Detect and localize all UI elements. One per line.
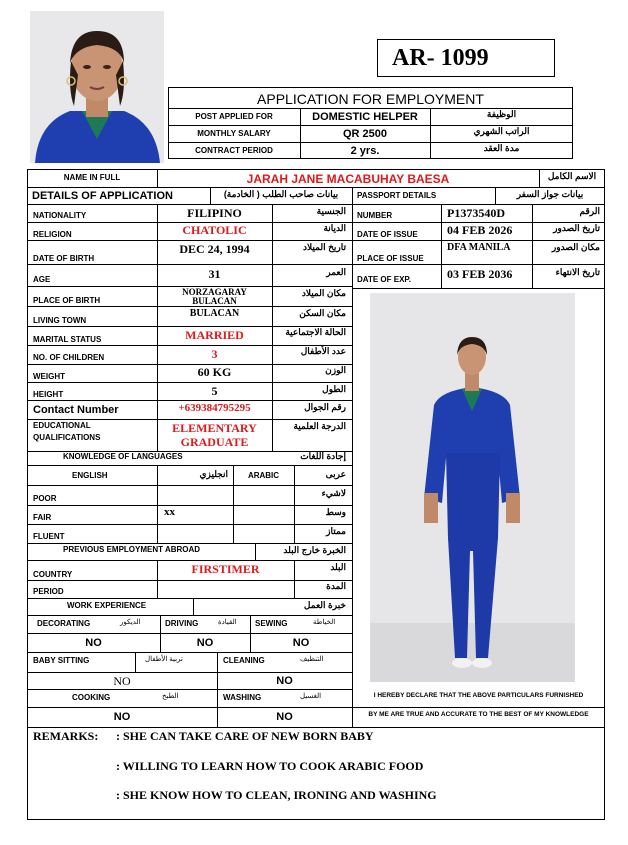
pob-value-line2: BULACAN (192, 296, 237, 306)
poor-label: POOR (33, 494, 57, 503)
post-label: POST APPLIED FOR (195, 112, 273, 121)
age-arabic: العمر (326, 267, 346, 277)
children-value: 3 (211, 347, 218, 361)
issue-place-arabic: مكان الصدور (551, 242, 600, 252)
passport-arabic: بيانات جواز السفر (516, 189, 584, 199)
town-label: LIVING TOWN (33, 316, 87, 325)
nationality-arabic: الجنسية (316, 206, 346, 216)
expiry-label: DATE OF EXP. (357, 275, 411, 284)
sewing-arabic: الخياطة (313, 619, 336, 626)
english-header-arabic: انجليزي (199, 469, 228, 479)
poor-arabic: لاشيء (321, 488, 346, 498)
driving-label: DRIVING (165, 619, 199, 628)
work-experience-label: WORK EXPERIENCE (67, 601, 147, 610)
portrait-photo (30, 11, 164, 163)
contract-arabic: مدة العقد (483, 143, 520, 153)
salary-label: MONTHLY SALARY (197, 129, 271, 138)
fluent-label: FLUENT (33, 532, 65, 541)
expiry-arabic: تاريخ الانتهاء (555, 267, 600, 277)
fair-arabic: وسط (325, 507, 346, 517)
previous-employment-arabic: الخبرة خارج البلد (283, 545, 346, 555)
decorating-label: DECORATING (37, 619, 91, 628)
town-value: BULACAN (189, 308, 240, 319)
period-label: PERIOD (33, 587, 64, 596)
details-label: DETAILS OF APPLICATION (32, 190, 173, 202)
remarks-label: REMARKS: (33, 729, 99, 743)
remarks-line2: : WILLING TO LEARN HOW TO COOK ARABIC FOOD (116, 759, 424, 773)
edu-value-line1: ELEMENTARY (172, 421, 257, 435)
issue-date-label: DATE OF ISSUE (357, 230, 418, 239)
period-arabic: المدة (326, 581, 346, 591)
reference-number-box (377, 39, 555, 77)
full-body-photo (370, 293, 575, 682)
declaration-line2: BY ME ARE TRUE AND ACCURATE TO THE BEST OF MY KNOWLEDGE (368, 711, 589, 718)
edu-value-line2: GRADUATE (180, 435, 249, 449)
children-arabic: عدد الأطفال (300, 346, 346, 356)
contract-value: 2 yrs. (350, 145, 380, 157)
contact-arabic: رقم الجوال (304, 402, 346, 412)
fair-english-mark: xx (164, 506, 175, 518)
name-label: NAME IN FULL (63, 173, 121, 182)
cleaning-arabic: التنظيف (300, 656, 324, 663)
salary-arabic: الراتب الشهري (473, 126, 530, 136)
marital-value: MARRIED (185, 328, 244, 342)
country-arabic: البلد (330, 562, 346, 572)
weight-value: 60 KG (197, 365, 232, 379)
issue-place-label: PLACE OF ISSUE (357, 254, 424, 263)
driving-arabic: القيادة (218, 619, 237, 626)
form-title: APPLICATION FOR EMPLOYMENT (257, 91, 484, 107)
cleaning-label: CLEANING (223, 656, 265, 665)
religion-label: RELIGION (33, 230, 72, 239)
expiry-value: 03 FEB 2036 (447, 267, 513, 281)
religion-arabic: الديانة (323, 223, 346, 233)
name-value: JARAH JANE MACABUHAY BAESA (246, 172, 450, 186)
washing-arabic: الغسيل (300, 693, 322, 700)
religion-value: CHATOLIC (182, 223, 247, 237)
fair-label: FAIR (33, 513, 52, 522)
contact-label: Contact Number (33, 404, 119, 416)
town-arabic: مكان السكن (299, 308, 346, 318)
cleaning-value: NO (276, 675, 293, 687)
english-header: ENGLISH (72, 471, 108, 480)
pob-label: PLACE OF BIRTH (33, 296, 101, 305)
nationality-value: FILIPINO (187, 206, 242, 220)
age-label: AGE (33, 275, 51, 284)
languages-label: KNOWLEDGE OF LANGUAGES (63, 452, 183, 461)
issue-date-value: 04 FEB 2026 (447, 223, 513, 237)
country-value: FIRSTIMER (191, 562, 260, 576)
edu-arabic: الدرجة العلمية (293, 421, 346, 431)
name-arabic: الاسم الكامل (547, 171, 597, 181)
arabic-header: ARABIC (247, 471, 280, 480)
issue-place-value: DFA MANILA (447, 242, 511, 253)
age-value: 31 (208, 267, 221, 281)
pob-value-line1: NORZAGARAY (182, 287, 247, 297)
height-label: HEIGHT (33, 390, 64, 399)
cooking-label: COOKING (72, 693, 111, 702)
edu-label-line2: QUALIFICATIONS (33, 433, 101, 442)
babysitting-label: BABY SITTING (33, 656, 90, 665)
fluent-arabic: ممتاز (326, 526, 346, 536)
decorating-arabic: الديكور (120, 619, 141, 626)
salary-value: QR 2500 (342, 128, 388, 140)
details-arabic: بيانات صاحب الطلب ( الخادمة) (223, 189, 339, 199)
height-arabic: الطول (322, 384, 346, 394)
babysitting-value: NO (113, 674, 131, 688)
contract-label: CONTRACT PERIOD (195, 146, 273, 155)
nationality-label: NATIONALITY (33, 211, 87, 220)
height-value: 5 (211, 384, 218, 398)
post-arabic: الوظيفة (486, 109, 517, 119)
passport-number-arabic: الرقم (579, 206, 600, 216)
pob-arabic: مكان الميلاد (301, 288, 346, 298)
marital-arabic: الحالة الاجتماعية (285, 327, 346, 337)
sewing-label: SEWING (255, 619, 288, 628)
dob-value: DEC 24, 1994 (179, 242, 250, 256)
dob-arabic: تاريخ الميلاد (303, 242, 346, 252)
decorating-value: NO (85, 637, 102, 649)
work-experience-arabic: خبرة العمل (303, 600, 346, 610)
passport-number-value: P1373540D (447, 206, 505, 220)
dob-label: DATE OF BIRTH (33, 254, 95, 263)
post-value: DOMESTIC HELPER (312, 111, 418, 123)
sewing-value: NO (292, 637, 310, 649)
issue-date-arabic: تاريخ الصدور (553, 223, 600, 233)
edu-label-line1: EDUCATIONAL (33, 421, 91, 430)
weight-arabic: الوزن (325, 365, 346, 375)
driving-value: NO (196, 637, 214, 649)
cooking-value: NO (113, 711, 131, 723)
country-label: COUNTRY (33, 570, 73, 579)
marital-label: MARITAL STATUS (33, 335, 102, 344)
weight-label: WEIGHT (33, 372, 65, 381)
washing-value: NO (276, 711, 293, 723)
passport-label: PASSPORT DETAILS (357, 191, 437, 200)
remarks-line3: : SHE KNOW HOW TO CLEAN, IRONING AND WASHING (116, 788, 437, 802)
arabic-header-arabic: عربى (325, 469, 346, 479)
cooking-arabic: الطبخ (162, 693, 179, 700)
previous-employment-label: PREVIOUS EMPLOYMENT ABROAD (63, 545, 201, 554)
washing-label: WASHING (223, 693, 262, 702)
passport-number-label: NUMBER (357, 211, 393, 220)
remarks-line1: : SHE CAN TAKE CARE OF NEW BORN BABY (116, 729, 374, 743)
languages-arabic: إجادة اللغات (300, 451, 346, 461)
declaration-line1: I HEREBY DECLARE THAT THE ABOVE PARTICULARS FURNISHED (373, 692, 584, 699)
contact-value: +639384795295 (178, 402, 251, 414)
babysitting-arabic: تربية الأطفال (145, 656, 183, 663)
reference-number: AR- 1099 (392, 45, 489, 71)
children-label: NO. OF CHILDREN (33, 353, 105, 362)
